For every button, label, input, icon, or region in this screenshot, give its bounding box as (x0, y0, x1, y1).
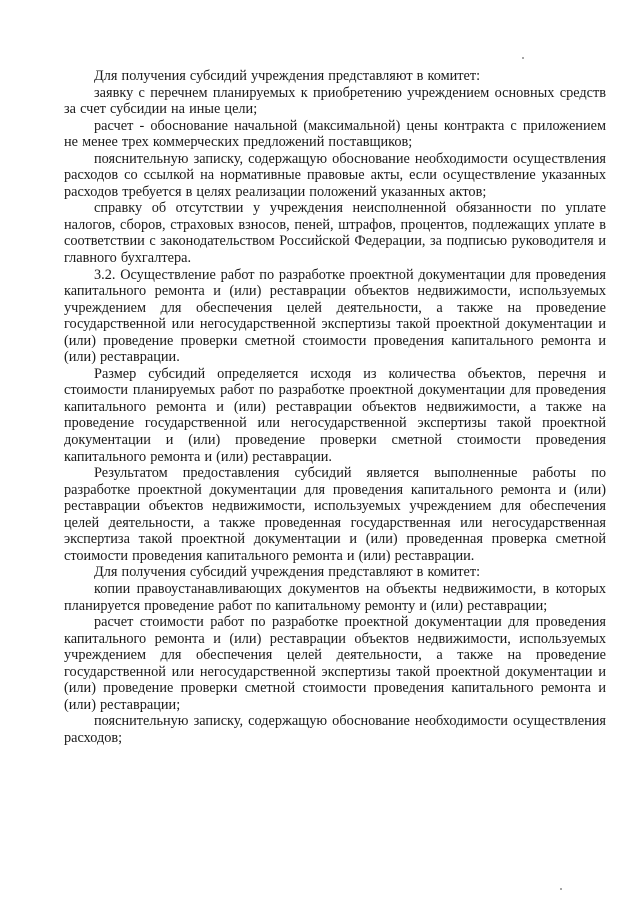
paragraph: копии правоустанавливающих документов на объекты недвижимости, в которых планируется проведение работ по капитальному ремонту и (или) реставрации; (64, 580, 606, 614)
document-body (64, 68, 606, 746)
paragraph: Результатом предоставления субсидий является выполненные работы по разработке проектной документации для проведения капитального ремонта и (или) реставрации объектов недвижимости, используемых учреждением для обеспечения целей деятельности, а также проведенная государственная или негосударственная экспертиза такой проектной документации и (или) проведенная проверка сметной стоимости проведения капитального ремонта и (или) реставрации. (64, 465, 606, 564)
paragraph: расчет - обоснование начальной (максимальной) цены контракта с приложением не менее трех коммерческих предложений поставщиков; (64, 117, 606, 151)
scan-speck (522, 57, 524, 59)
section-heading-paragraph: 3.2. Осуществление работ по разработке проектной документации для проведения капитального ремонта и (или) реставрации объектов недвижимости, используемых учреждением для обеспечения целей деятельности, а также на проведение государственной или негосударственной экспертизы такой проектной документации и (или) проведение проверки сметной стоимости проведения капитального ремонта и (или) реставрации. (64, 266, 606, 366)
paragraph: пояснительную записку, содержащую обоснование необходимости осуществления расходов; (64, 713, 606, 746)
paragraph: Для получения субсидий учреждения представляют в комитет: (94, 564, 481, 581)
paragraph: справку об отсутствии у учреждения неисполненной обязанности по уплате налогов, сборов, страховых взносов, пеней, штрафов, процентов, подлежащих уплате в соответствии с законодательством Российской Федерации, за подписью руководителя и главного бухгалтера. (64, 200, 606, 267)
paragraph: пояснительную записку, содержащую обоснование необходимости осуществления расходов со ссылкой на нормативные правовые акты, если осуществление указанных расходов требуется в целях реализации положений указанных актов; (64, 150, 606, 200)
paragraph: заявку с перечнем планируемых к приобретению учреждением основных средств за счет субсидии на иные цели; (64, 84, 606, 118)
paragraph: Для получения субсидий учреждения представляют в комитет: (94, 68, 481, 84)
scan-speck (560, 888, 562, 890)
paragraph: Размер субсидий определяется исходя из количества объектов, перечня и стоимости планируемых работ по разработке проектной документации для проведения капитального ремонта и (или) реставрации объектов недвижимости, а также на проведение государственной или негосударственной экспертизы такой проектной документации и (или) проведение проверки сметной стоимости проведения капитального ремонта и (или) реставрации. (64, 365, 606, 465)
paragraph: расчет стоимости работ по разработке проектной документации для проведения капитального ремонта и (или) реставрации объектов недвижимости, используемых учреждением для обеспечения целей деятельности, а также на проведение государственной или негосударственной экспертизы такой проектной документации и (или) проведение проверки сметной стоимости проведения капитального ремонта и (или) реставрации; (64, 614, 606, 713)
